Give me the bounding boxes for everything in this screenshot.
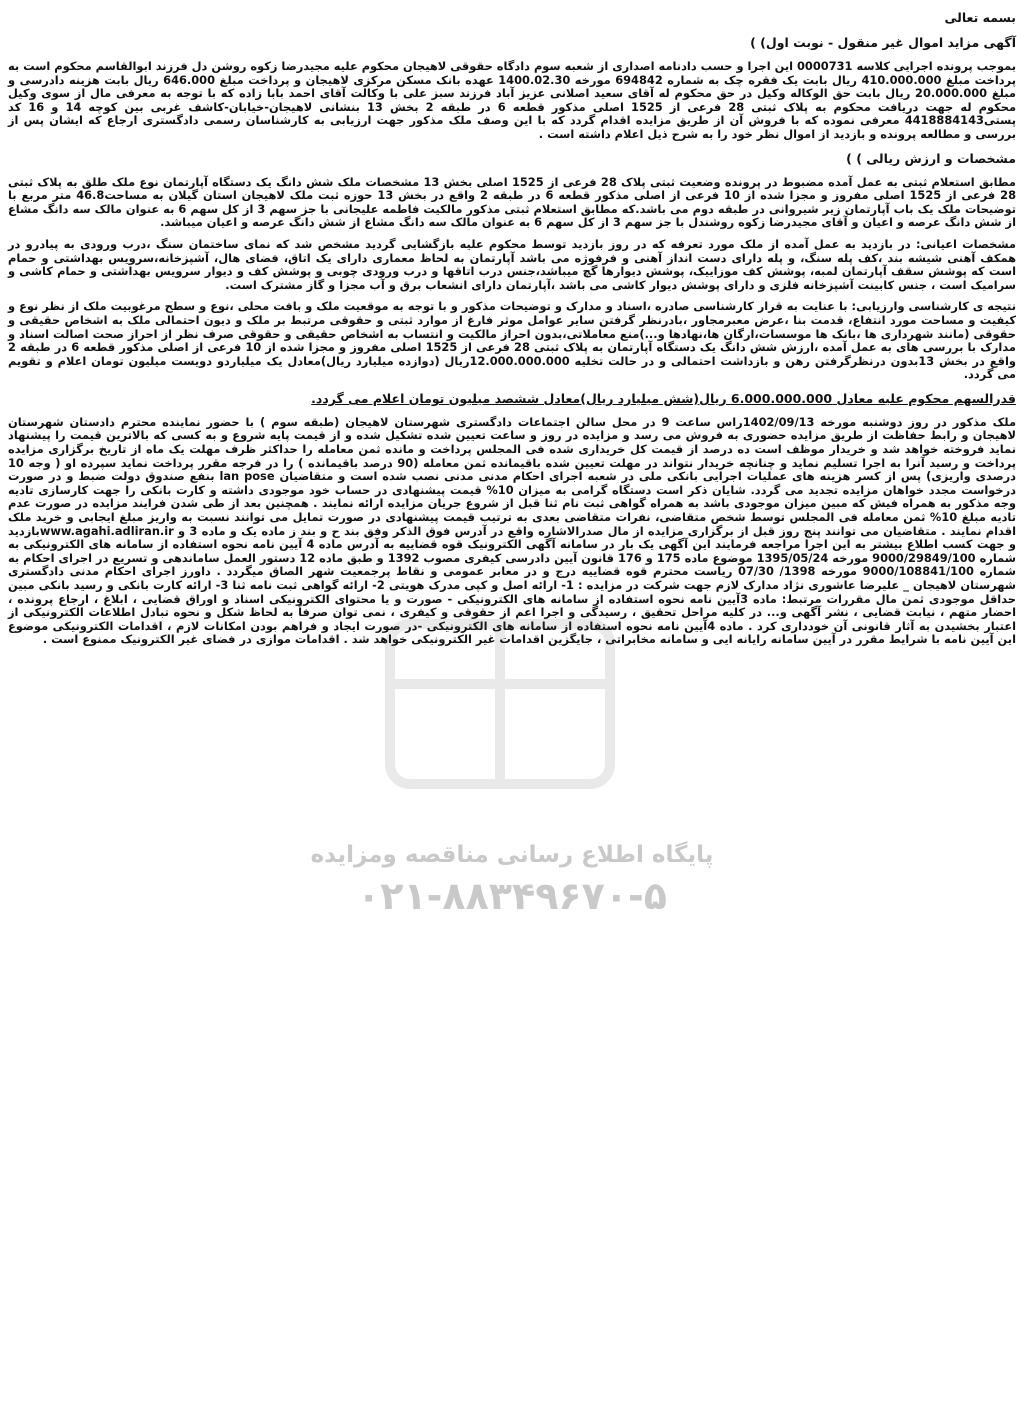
share-value-line: قدرالسهم محکوم علیه معادل 6.000.000.000 ریال(شش میلیارد ریال)معادل ششصد میلیون تومان اعلام می گردد. <box>311 390 1016 406</box>
registry-paragraph: مطابق استعلام ثبتی به عمل آمده مضبوط در پرونده وضعیت ثبتی پلاک 28 فرعی از 1525 اصلی بخش 13 مشخصات ملک شش دانگ یک دستگاه آپارتمان نوع ملک طلق به پلاک ثبتی 28 فرعی از 1525 اصلی مفروز و مجزا شده از 10 فرعی از اصلی مذکور قطعه 6 در طبقه 2 واقع در بخش 13 حوزه ثبت ملک لاهیجان استان گیلان به مساحت46.8 متر مربع با توضیحات ملک یک باب آپارتمان زیر شیروانی در طبقه دوم می باشد.که مطابق استعلام ثبتی مذکور مالکیت فاطمه علیجانی با جز سهم 3 از کل سهم 6 به عنوان مالک سه دانگ مشاع از شش دانگ عرصه و اعیان و آقای مجیدرضا زکوه روشندل با جز سهم 3 از کل سهم 6 به عنوان مالک سه دانگ مشاع از شش دانگ عرصه و اعیان میباشد. <box>8 174 1017 230</box>
notice-title: آگهی مزاید اموال غیر منقول - نوبت اول) ) <box>750 35 1016 50</box>
valuation-paragraph: نتیجه ی کارشناسی وارزیابی: با عنایت به قرار کارشناسی صادره ،اسناد و مدارک و توضیحات مذکور و با توجه به موقعیت ملک و بافت محلی ،نوع و سطح مرغوبیت ملک از نظر نوع و کیفیت و مساحت مورد انتفاع، قدمت بنا ،عرض معبرمجاور ،بادرنظر گرفتن سایر عوامل موثر فارغ از موارد ثبتی و حقوقی مرتبط بر ملک و دیون احتمالی ملک به اشخاص حقیقی و حقوقی (مانند شهرداری ها ،بانک ها موسسات،ارگان ها،نهادها و...)منع معاملاتی،بدون احراز مالکیت و انتساب به اشخاص حقیقی و حقوقی صرف نظر از احراز صحت اصالت اسناد و مدارک با بررسی های به عمل آمده ،ارزش شش دانگ یک دستگاه آپارتمان به پلاک ثبتی 28 فرعی از 1525 اصلی مفروز و مجزا شده از 10 فرعی از اصلی مذکور قطعه 6 در طبقه 2 واقع در بخش 13بدون درنظرگرفتن رهن و بازداشت احتمالی و در حالت تخلیه 12.000.000.000ریال (دوازده میلیارد ریال)معادل یک میلیاردو دویست میلیون تومان اعلام و تقویم می گردد. <box>8 299 1016 382</box>
building-paragraph: مشخصات اعیانی: در بازدید به عمل آمده از ملک مورد تعرفه که در روز بازدید توسط محکوم علیه بازگشایی گردید مشخص شد که نمای ساختمان سنگ ،درب ورودی به پیادرو در همکف آهنی شیشه بند ،کف پله سنگ، و پله دارای دست انداز آهنی و فرفوژه می باشد آپارتمان به لحاظ معماری دارای یک اتاق، فضای هال، آشپزخانه،سرویس بهداشتی و حمام است که پوشش سقف آپارتمان لمبه، پوشش کف موزاییک، پوشش دیوارها گچ میباشد،جنس درب اتاقها و درب ورودی چوبی و پوشش کف و دیوار سرویس بهداشتی و حمام کاشی و سرامیک است ، جنس کابینت آشپزخانه فلزی و دارای پوشش دیوار کاشی می باشد ،آپارتمان دارای انشعاب برق و آب مجزا و گاز مشترک است. <box>8 236 1016 292</box>
bismillah-heading: بسمه تعالی <box>944 10 1016 25</box>
auction-paragraph: ملک مذکور در روز دوشنبه مورخه 1402/09/13راس ساعت 9 در محل سالن اجتماعات دادگستری شهرستان لاهیجان (طبقه سوم ) با حضور نماینده محترم دادستان شهرستان لاهیجان و رابط حفاظت از طریق مزایده حضوری به فروش می رسد و مزایده در روز و ساعت تعیین شده تشکیل شده و از قیمت پایه شروع و به کسی که بالاترین قیمت را پیشنهاد نماید فروخته خواهد شد و خریدار موظف است ده درصد از قیمت کل خریداری شده فی المجلس پرداخت و مانده ثمن معامله را حداکثر ظرف مهلت یک ماه از تاریخ برگزاری مزایده پرداخت و رسید آنرا به اجرا تسلیم نماید و چنانچه خریدار نتواند در مهلت تعیین شده باقیمانده ثمن معامله (90 درصد باقیمانده ) را در فرجه مقرر پرداخت نماید سپرده او ( وجه 10 درصدی واریزی) پس از کسر هزینه های عملیات اجرایی بانکی ملی در شعبه اجرای احکام مدنی مدنی نصب شده است و متقاضیان lan pose بنفع صندوق دولت ضبط و در صورت درخواست مجدد خواهان مزایده تجدید می گردد. شایان ذکر است دستگاه گرامی به میزان 10% قیمت پیشنهادی در حساب خود موجودی داشته و کارت بانکی را جهت کارسازی تادیه وجه مذکور به همراه فیش که مبین میزان موجودی باشد به همراه گواهی ثبت نام ثنا قبل از شروع جریان مزایده ارائه نمایند . همچنین بعد از طی شدن فرایند مزایده در صورت عدم تادیه مبلغ 10% ثمن معامله فی المجلس توسط شخص متقاضی، نفرات متقاضی بعدی به ترتیب قیمت پیشنهادی در صورت تمایل می توانند نسبت به واریز مبلغ ایجابی و خرید ملک اقدام نمایند . متقاضیان می توانند پنج روز قبل از برگزاری مزایده از مال صدرالاشاره واقع در آدرس فوق الذکر وفق بند ح و بند ز ماده یک و ماده 3 و www.agahi.adliran.irبازدید و جهت کسب اطلاع بیشتر به این اجرا مراجعه فرمایند این آگهی یک بار در سامانه آگهی الکترونیک قوه قضاییه به آدرس ماده 4 آیین نامه نحوه استفاده از سامانه های الکترونیکی به شماره 9000/29849/100 مورخه 1395/05/24 موضوع ماده 175 و 176 قانون آیین دادرسی کیفری مصوب 1392 و طبق ماده 12 دستور العمل ساماندهی و تسریع در اجرای احکام به شماره 9000/108841/100 مورخه 1398/ 07/30 ریاست محترم قوه قضاییه درج و در معابر عمومی و نقاط پرجمعیت شهر الصاق میگردد . داورز اجرای احکام مدنی دادگستری شهرستان لاهیجان _ علیرضا عاشوری نژاد مدارک لازم جهت شرکت در مزایده : 1- ارائه اصل و کپی مدرک هویتی 2- ارائه گواهی ثبت نامه ثنا 3- ارائه کارت بانکی و رسید بانکی مبین حداقل موجودی ثمن مال مقررات مرتبط: ماده 3آیین نامه نحوه استفاده از سامانه های الکترونیکی - صورت و یا محتوای الکترونیکی اسناد و اوراق قضایی ، ابلاغ ، ارجاع پرونده ، احضار متهم ، نیابت قضایی ، نشر آگهی و... در کلیه مراحل تحقیق ، رسیدگی و اجرا اعم از حقوقی و کیفری ، نمی توان صرفاً به لحاظ شکل و نحوه تبادل اطلاعات الکترونیکی از اعتبار بخشیدن به آثار قانونی آن خودداری کرد . ماده 4آیین نامه نحوه استفاده از سامانه های الکترونیکی -در صورت ایجاد و فراهم بودن امکانات لازم ، اقدامات الکترونیکی موضوع این آیین نامه با شرایط مقرر در آیین سامانه رایانه ایی و سامانه مخابراتی ، جایگزین اقدامات غیر الکترونیکی خواهد شد . اقدامات موازی در فضای غیر الکترونیک ممنوع است . <box>8 414 1017 647</box>
intro-paragraph: بموجب پرونده اجرایی کلاسه 0000731 این اجرا و حسب دادنامه اصداری از شعبه سوم دادگاه حقوقی لاهیجان محکوم علیه مجیدرضا زکوه روشن دل فرزند ابوالقاسم محکوم است به پرداخت مبلغ 410.000.000 ریال بابت یک فقره چک به شماره 694842 مورخه 1400.02.30 عهده بانک مسکن مرکزی لاهیجان و پرداخت مبلغ 646.000 ریال بابت هزینه دادرسی و مبلغ 20.000.000 ریال بابت حق الوکاله وکیل در حق محکوم له آقای سعید اصلانی عزیز آباد فرزند سبز علی با وکالت آقای احمد بابا زاده که با توجه به معرفی مال از سوی وکیل محکوم له جهت دریافت محکوم به پلاک ثبتی 28 فرعی از 1525 اصلی مذکور قطعه 6 در طبقه 2 بخش 13 بنشانی لاهیجان-خیابان-کاشف غربی بین کوچه 14 و 16 کد پستی4418884143 معرفی نموده که با فروش آن از طریق مزایده اقدام گردد که با این وصف ملک مذکور جهت ارزیابی به کارشناسان رسمی دادگستری ارجاع که ایشان پس از بررسی و مطالعه پرونده و بازدید از اموال نظر خود را به شرح ذیل اعلام داشته است . <box>8 59 1017 141</box>
section-heading: مشخصات و ارزش ریالی ) ) <box>846 150 1016 166</box>
watermark-phone: ۰۲۱-۸۸۳۴۹۶۷۰-۵ <box>357 874 667 918</box>
watermark-title: پایگاه اطلاع رسانی مناقصه ومزایده <box>310 842 714 868</box>
